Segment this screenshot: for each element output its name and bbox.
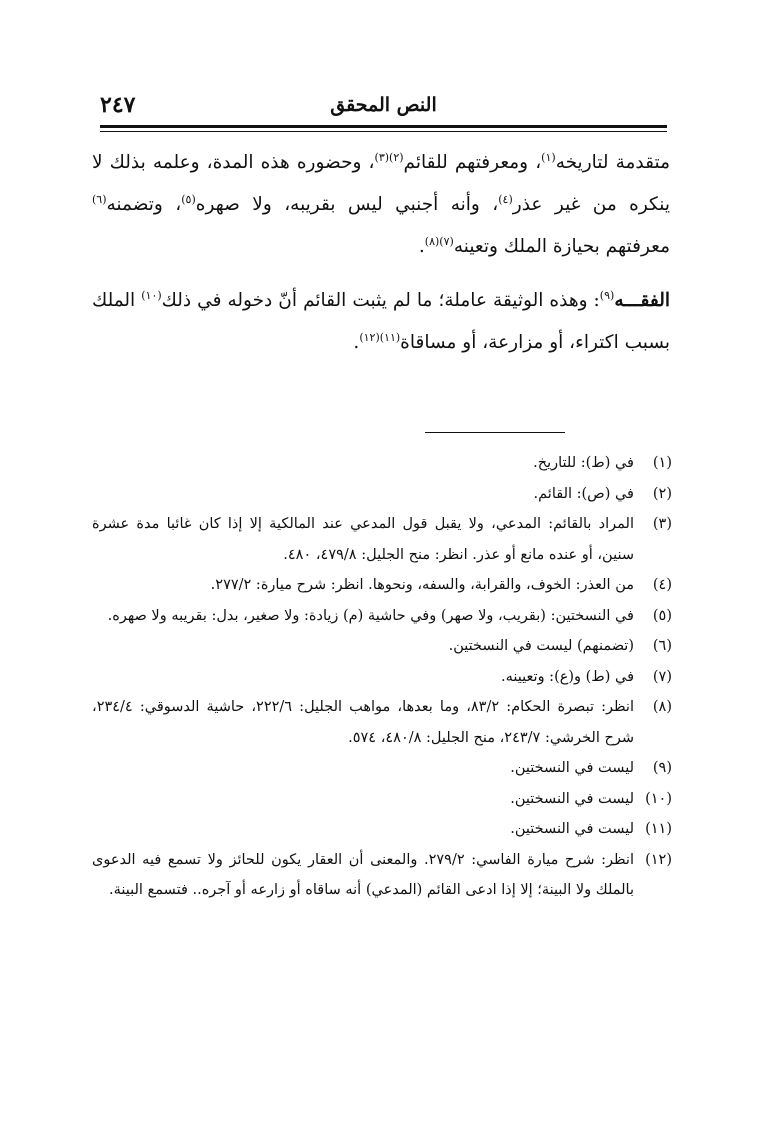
- footnotes: [92, 448, 672, 906]
- footnote-ref-6: (٦): [92, 192, 107, 206]
- footnote-text: انظر: شرح ميارة الفاسي: ٢٧٩/٢. والمعنى أن العقار يكون للحائز ولا تسمع فيه الدعوى بالملك ولا البينة؛ إلا إذا ادعى القائم (المدعي) أنه ساقاه أو زارعه أو آجره.. فتسمع البينة.: [92, 851, 634, 898]
- footnote-ref-5: (٥): [181, 192, 196, 206]
- footnote: [92, 509, 672, 570]
- paragraph-1-text: ، ومعرفتهم للقائم: [403, 152, 542, 173]
- page-number: ٢٤٧: [100, 92, 136, 118]
- footnote: [92, 784, 672, 815]
- footnote: [92, 662, 672, 693]
- paragraph-1-text: .: [418, 236, 425, 257]
- footnote-number: (٩): [652, 760, 672, 776]
- footnote-text: في (ط) و(ع): وتعيينه.: [501, 668, 634, 685]
- footnote-ref-10: (١٠): [141, 288, 162, 302]
- footnote-ref-7-8: (٧)(٨): [424, 234, 454, 248]
- paragraph-1-text: معرفتهم بحيازة الملك وتعينه: [453, 236, 670, 257]
- paragraph-1-text: ، وأنه أجنبي ليس بقريبه، ولا صهره: [195, 194, 499, 215]
- footnote-number: (٢): [652, 485, 672, 502]
- paragraph-2-text: .: [353, 332, 360, 353]
- footnote: [92, 570, 672, 601]
- footnote-text: ليست في النسختين.: [510, 760, 634, 776]
- footnote: [92, 692, 672, 753]
- section-term: الفقـــه: [614, 290, 670, 311]
- footnote-separator: [425, 432, 565, 433]
- footnote-text: في (ط): للتاريخ.: [533, 455, 634, 471]
- footnote-ref-4: (٤): [498, 192, 513, 206]
- paragraph-2-text: الملك بسبب اكتراء، أو مزارعة، أو مساقاة: [92, 290, 670, 353]
- footnote-number: (٧): [652, 668, 672, 685]
- footnote-number: (٦): [652, 638, 672, 654]
- footnote-number: (٤): [652, 577, 672, 593]
- paragraph-2-text: : وهذه الوثيقة عاملة؛ ما لم يثبت القائم أنّ دخوله في ذلك: [161, 290, 600, 311]
- footnote-ref-1: (١): [541, 150, 556, 164]
- main-text: [92, 142, 670, 364]
- footnote-text: (تضمنهم) ليست في النسختين.: [448, 638, 634, 654]
- footnote-number: (١): [652, 455, 672, 471]
- header-divider-thin: [100, 131, 667, 132]
- header-divider-thick: [100, 125, 667, 128]
- paragraph-1-text: ، وحضوره هذه المدة، وعلمه بذلك لا ينكره من غير عذر: [92, 152, 670, 215]
- paragraph-1-text: متقدمة لتاريخه: [555, 152, 670, 173]
- footnote: [92, 753, 672, 784]
- footnote: [92, 479, 672, 510]
- paragraph-1-text: ، وتضمنه: [106, 194, 182, 215]
- footnote-number: (١١): [645, 821, 672, 837]
- footnote-number: (٥): [652, 607, 672, 624]
- footnote-ref-9: (٩): [599, 288, 615, 302]
- footnote-ref-2-3: (٢)(٣): [374, 150, 404, 164]
- footnote-text: ليست في النسختين.: [510, 790, 634, 807]
- footnote-text: انظر: تبصرة الحكام: ٨٣/٢، وما بعدها، مواهب الجليل: ٢٢٢/٦، حاشية الدسوقي: ٢٣٤/٤، شرح الخرشي: ٢٤٣/٧، منح الجليل: ٤٨٠/٨، ٥٧٤.: [92, 699, 634, 746]
- footnote-text: ليست في النسختين.: [510, 821, 634, 837]
- footnote-number: (٣): [652, 516, 672, 532]
- paragraph-1: [92, 142, 670, 268]
- page-title: النص المحقق: [330, 94, 437, 116]
- footnote-ref-11-12: (١١)(١٢): [359, 330, 401, 344]
- paragraph-2: [92, 280, 670, 364]
- footnote-number: (١٠): [645, 790, 672, 807]
- footnote: [92, 601, 672, 632]
- footnote-text: في (ص): القائم.: [533, 485, 634, 502]
- footnote: [92, 814, 672, 845]
- footnote: [92, 631, 672, 662]
- footnote-number: (١٢): [645, 851, 672, 868]
- footnote: [92, 448, 672, 479]
- footnote-number: (٨): [652, 699, 672, 715]
- footnote: [92, 845, 672, 906]
- footnote-text: المراد بالقائم: المدعي، ولا يقبل قول المدعي عند المالكية إلا إذا كان غائبا مدة عشرة سنين، أو عنده مانع أو عذر. انظر: منح الجليل: ٤٧٩/٨، ٤٨٠.: [92, 516, 634, 563]
- page-header: [100, 88, 667, 124]
- footnote-text: من العذر: الخوف، والقرابة، والسفه، ونحوها. انظر: شرح ميارة: ٢٧٧/٢.: [210, 577, 634, 593]
- footnote-text: في النسختين: (بقريب، ولا صهر) وفي حاشية (م) زيادة: ولا صغير، بدل: بقريبه ولا صهره.: [107, 607, 634, 624]
